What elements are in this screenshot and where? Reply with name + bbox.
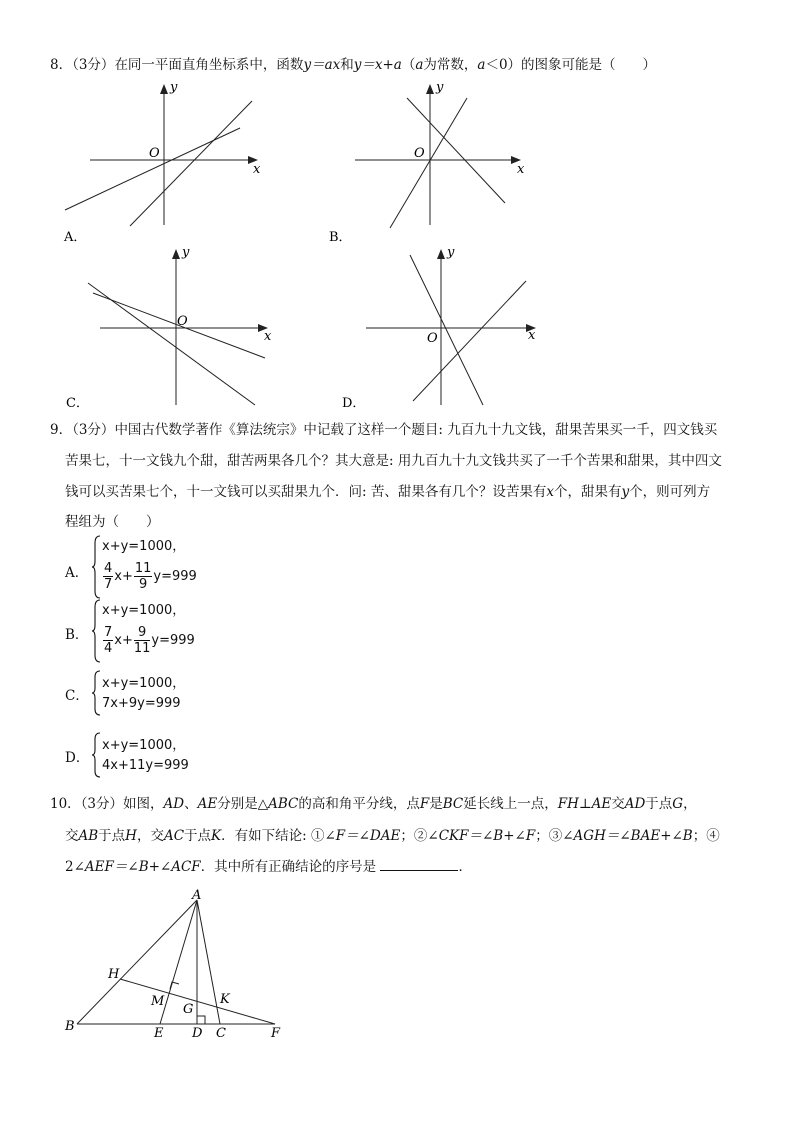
q8-graph-a xyxy=(60,78,280,243)
q10-text: ， xyxy=(683,796,697,812)
frac-denominator: 11 xyxy=(133,641,151,656)
q10-text: 于点 xyxy=(98,828,126,844)
graph-d-option-label: D． xyxy=(342,396,366,411)
answer-blank[interactable] xyxy=(380,858,458,871)
q9-line-1 xyxy=(50,421,717,439)
frac-numerator: 11 xyxy=(134,561,152,576)
q10-text: 的高和角平分线，点 xyxy=(298,796,420,812)
q9-line-2: 苦果七，十一文钱九个甜，甜苦两果各几个？其大意是: 用九百九十九文钱共买了一千个苦果和甜果，其中四文 xyxy=(65,453,722,469)
frac-numerator: 9 xyxy=(134,625,151,641)
q10-var: AD xyxy=(624,796,646,812)
frac-denominator: 9 xyxy=(139,577,148,592)
label-k: K xyxy=(220,992,230,1007)
eq-tail: y=999 xyxy=(151,633,195,648)
q9-option-c-eq1: x+y=1000， xyxy=(102,676,186,691)
q8-function-1: y＝ax xyxy=(303,57,341,73)
q10-line-3 xyxy=(65,858,472,876)
graph-a-x-label: x xyxy=(253,162,261,177)
q10-line-2 xyxy=(65,827,720,845)
frac-numerator: 4 xyxy=(104,561,113,576)
q10-line-1 xyxy=(50,795,697,813)
q9-option-b-eq2 xyxy=(102,625,195,656)
q9-option-d-label: D． xyxy=(65,750,90,766)
q10-text: ． xyxy=(458,859,472,875)
label-h: H xyxy=(108,967,120,982)
q8-graph-d xyxy=(338,243,558,413)
frac-denominator: 7 xyxy=(104,577,113,592)
q9-option-d-eq1: x+y=1000， xyxy=(102,738,186,753)
q9-line-4: 程组为（ ） xyxy=(65,514,160,530)
brace-icon xyxy=(92,670,102,716)
q9-option-b-label: B． xyxy=(65,627,89,643)
label-a: A xyxy=(192,888,202,903)
eq-tail: y=999 xyxy=(153,569,197,584)
graph-b-line-2 xyxy=(390,98,467,228)
q10-var: H xyxy=(125,828,137,844)
graph-c-origin: O xyxy=(177,314,188,329)
q9-option-c-label: C． xyxy=(65,688,89,704)
brace-icon xyxy=(92,732,102,778)
graph-a-option-label: A． xyxy=(64,230,87,243)
q10-text: 交 xyxy=(611,796,625,812)
q9-number: 9． xyxy=(50,422,73,438)
q10-text: 于点 xyxy=(645,796,673,812)
q8-stem xyxy=(50,56,656,74)
q8-text: 在同一平面直角坐标系中，函数 xyxy=(114,57,304,73)
q10-text: 于点 xyxy=(184,828,212,844)
q10-var: AC xyxy=(163,828,185,844)
q9-text-3b: 个，甜果有 xyxy=(553,484,622,500)
label-c: C xyxy=(216,1026,226,1041)
q8-graph-c xyxy=(60,243,290,413)
q8-cond-b: 为常数， xyxy=(423,57,478,73)
q10-var: AD xyxy=(163,796,185,812)
graph-d-x-label: x xyxy=(528,328,536,343)
frac-numerator: 7 xyxy=(104,625,113,640)
q10-text: ；③∠ xyxy=(535,828,574,844)
q8-score: （3分） xyxy=(72,57,115,73)
q8-cond-c: a xyxy=(477,57,486,73)
q9-option-c-eq2: 7x+9y=999 xyxy=(102,696,181,711)
label-m: M xyxy=(151,994,165,1009)
label-g: G xyxy=(183,1002,194,1017)
q10-conclusion-1: F＝∠DAE xyxy=(335,828,401,844)
q10-text: 是 xyxy=(429,796,443,812)
q9-option-b-system xyxy=(92,599,232,663)
q10-text: ．有如下结论: ①∠ xyxy=(221,828,336,844)
q10-text: 、 xyxy=(184,796,198,812)
graph-c-option-label: C． xyxy=(66,396,89,411)
q10-text: 分别是△ xyxy=(217,796,269,812)
brace-icon xyxy=(92,535,102,599)
label-d: D xyxy=(192,1026,203,1041)
q10-conclusion-4: AEF＝∠B+∠ACF xyxy=(84,859,201,875)
q10-text: 如图， xyxy=(123,796,164,812)
q10-text: ．其中所有正确结论的序号是 xyxy=(200,859,377,875)
label-e: E xyxy=(154,1026,164,1041)
q10-text: ；④ xyxy=(692,828,720,844)
frac-denominator: 4 xyxy=(104,641,113,656)
q9-option-b-eq1: x+y=1000， xyxy=(102,603,186,618)
label-b: B xyxy=(65,1019,75,1034)
graph-b-x-label: x xyxy=(517,162,525,177)
q10-var: FH xyxy=(557,796,579,812)
q8-text-c: （ xyxy=(401,57,416,73)
q9-option-a-eq2 xyxy=(102,561,197,592)
q10-text: 交 xyxy=(65,828,79,844)
eq-mid: x+ xyxy=(114,569,133,584)
q9-var-x: x xyxy=(546,484,554,500)
q10-conclusion-3: AGH＝∠BAE+∠B xyxy=(573,828,693,844)
q10-var: G xyxy=(672,796,684,812)
q9-score: （3分） xyxy=(72,422,115,438)
graph-a-line-2 xyxy=(130,101,252,226)
q9-option-a-label: A． xyxy=(65,565,89,581)
q10-score: （3分） xyxy=(80,796,124,812)
q10-text: 延长线上一点， xyxy=(463,796,558,812)
q10-triangle-figure xyxy=(60,888,300,1048)
graph-b-origin: O xyxy=(414,146,425,161)
q9-option-a-system xyxy=(92,535,232,599)
graph-c-line-1 xyxy=(88,283,255,405)
q10-conclusion-2: CKF＝∠B+∠F xyxy=(438,828,536,844)
eq-mid: x+ xyxy=(114,633,133,648)
graph-a-y-label: y xyxy=(170,80,178,95)
q8-number: 8． xyxy=(50,57,73,73)
q9-text-1: 中国古代数学著作《算法统宗》中记载了这样一个题目: 九百九十九文钱，甜果苦果买一千，四文钱买 xyxy=(114,422,718,438)
q10-var: ABC xyxy=(268,796,299,812)
q8-cond-a: a xyxy=(415,57,424,73)
graph-c-y-label: y xyxy=(182,245,190,260)
graph-d-y-label: y xyxy=(447,245,455,260)
graph-b-option-label: B． xyxy=(329,230,352,243)
q9-option-d-system xyxy=(92,732,232,780)
q8-graph-b xyxy=(325,78,545,243)
q10-var: AB xyxy=(78,828,99,844)
q9-option-d-eq2: 4x+11y=999 xyxy=(102,758,189,773)
graph-c-x-label: x xyxy=(264,329,272,344)
q9-option-c-system xyxy=(92,670,232,718)
q9-text-3c: 个，则可列方 xyxy=(629,484,711,500)
q8-text-b: 和 xyxy=(340,57,354,73)
q10-text: ，交 xyxy=(136,828,164,844)
q9-option-a-eq1: x+y=1000， xyxy=(102,539,186,554)
q10-number: 10． xyxy=(50,796,81,812)
q9-text-3: 钱可以买苦果七个，十一文钱可以买甜果九个．问: 苦、甜果各有几个？设苦果有 xyxy=(65,484,547,500)
q10-var: K xyxy=(211,828,222,844)
q10-text: 2∠ xyxy=(65,859,85,875)
q10-var: F xyxy=(419,796,430,812)
q10-text: ⊥ xyxy=(578,796,592,812)
graph-a-origin: O xyxy=(149,146,160,161)
q8-function-2: y＝x+a xyxy=(353,57,402,73)
q9-line-3 xyxy=(65,483,710,501)
brace-icon xyxy=(92,599,102,663)
q9-var-y: y xyxy=(621,484,630,500)
q10-var: AE xyxy=(197,796,218,812)
graph-d-origin: O xyxy=(427,331,438,346)
q8-cond-d: ＜0）的图象可能是（ ） xyxy=(485,57,657,73)
label-f: F xyxy=(271,1026,281,1041)
q10-var: AE xyxy=(591,796,612,812)
graph-d-line-1 xyxy=(410,255,483,405)
q10-text: ；②∠ xyxy=(400,828,439,844)
q10-var: BC xyxy=(442,796,464,812)
graph-b-y-label: y xyxy=(436,80,444,95)
